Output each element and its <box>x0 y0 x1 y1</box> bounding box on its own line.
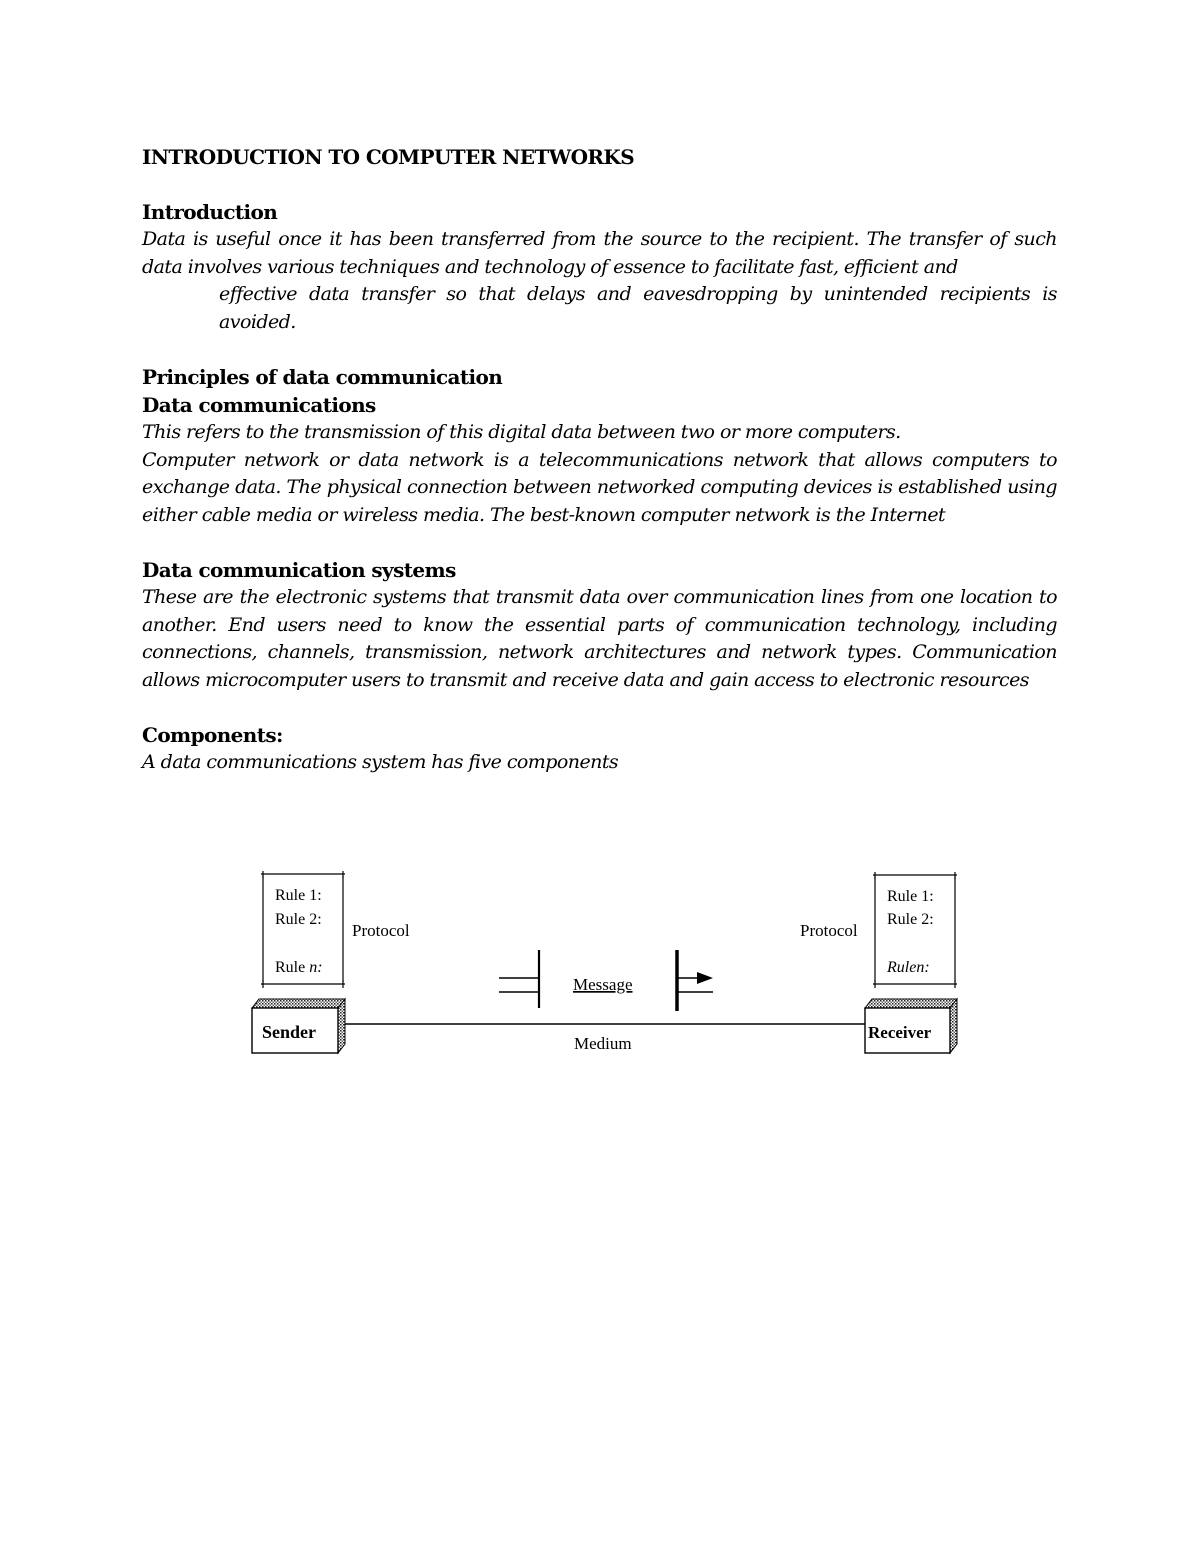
receiver-label: Receiver <box>868 1023 932 1042</box>
diagram-svg <box>247 868 962 1063</box>
receiver-rule-2: Rule 2: <box>887 911 934 928</box>
data-communication-systems-heading: Data communication systems <box>142 558 456 582</box>
components-paragraph: A data communications system has five components <box>142 751 619 773</box>
sender-box <box>252 999 345 1053</box>
sender-rule-n-variable: n: <box>309 959 323 976</box>
data-communications-subheading: Data communications <box>142 393 376 417</box>
document-page <box>142 143 1057 777</box>
protocol-label-right: Protocol <box>800 921 858 940</box>
data-communications-paragraph-2: Computer network or data network is a telecommunications network that allows computers to exchange data. The physical connection between networked computing devices is established using either cable media or wireless media. The best-known computer network is the Internet <box>142 448 1057 526</box>
receiver-protocol-box <box>873 872 957 988</box>
receiver-rule-1: Rule 1: <box>887 888 934 905</box>
introduction-paragraph-part2: effective data transfer so that delays and eavesdropping by unintended recipients is avoided. <box>219 283 1057 333</box>
components-heading: Components: <box>142 723 283 747</box>
sender-rule-n-prefix: Rule <box>275 959 310 976</box>
data-communications-paragraph-1: This refers to the transmission of this digital data between two or more computers. <box>142 421 901 443</box>
receiver-box <box>865 999 957 1053</box>
message-label: Message <box>573 975 633 994</box>
introduction-heading: Introduction <box>142 200 278 224</box>
protocol-label-left: Protocol <box>352 921 410 940</box>
data-communication-systems-paragraph: These are the electronic systems that transmit data over communication lines from one location to another. End users need to know the essential parts of communication technology, including connections, channels, transmission, network architectures and network types. Communication allows microcomputer users to transmit and receive data and gain access to electronic resources <box>142 586 1057 691</box>
message-arrow-icon <box>697 972 713 984</box>
medium-label: Medium <box>574 1034 632 1053</box>
principles-heading: Principles of data communication <box>142 365 503 389</box>
sender-label: Sender <box>262 1022 316 1042</box>
sender-rule-n <box>275 959 323 976</box>
sender-rule-1: Rule 1: <box>275 887 322 904</box>
data-communication-diagram <box>247 868 962 1063</box>
document-title: INTRODUCTION TO COMPUTER NETWORKS <box>142 145 635 169</box>
sender-rule-2: Rule 2: <box>275 911 322 928</box>
sender-protocol-box <box>261 871 345 988</box>
receiver-rule-n: Rulen: <box>887 959 930 976</box>
introduction-paragraph-part1: Data is useful once it has been transferred from the source to the recipient. The transfer of such data involves various techniques and technology of essence to facilitate fast, efficient and <box>142 228 1057 278</box>
